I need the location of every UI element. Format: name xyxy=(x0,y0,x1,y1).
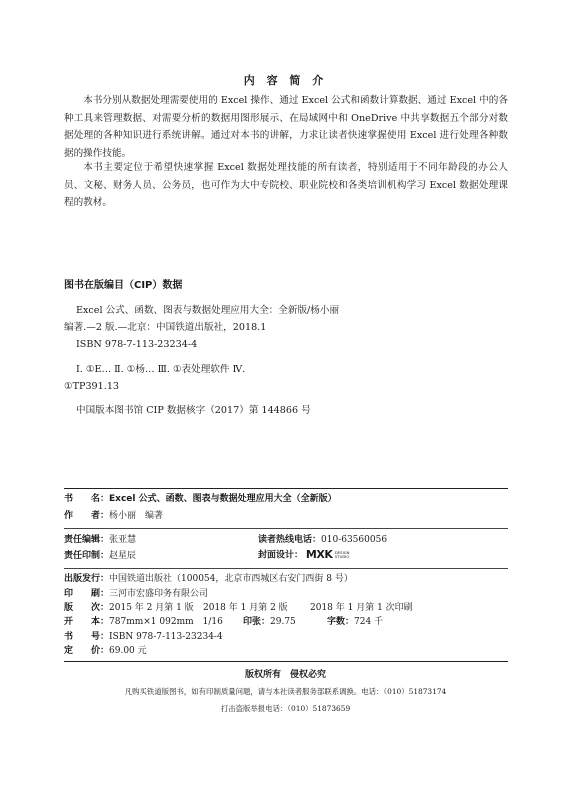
cip-heading: 图书在版编目（CIP）数据 xyxy=(64,280,183,291)
words-label: 字数： xyxy=(327,617,355,627)
logo-letters: MX xyxy=(305,548,325,561)
author-value: 杨小丽 编著 xyxy=(109,511,164,521)
hotline-value: 010-63560056 xyxy=(321,535,388,545)
words-row xyxy=(327,616,383,628)
printer-label: 印 刷： xyxy=(64,589,110,599)
cover-design-label: 封面设计： xyxy=(258,550,304,561)
author-label: 作 者： xyxy=(64,511,110,521)
piracy-hotline: 打击盗版举报电话：（010）51873659 xyxy=(220,704,351,713)
print-editor-label: 责任印制： xyxy=(64,551,110,561)
hotline-row xyxy=(258,534,387,546)
printer-value: 三河市宏盛印务有限公司 xyxy=(109,589,209,599)
logo-k-mark: K xyxy=(324,548,333,561)
service-notice: 凡购买铁道版图书，如有印制质量问题，请与本社读者服务部联系调换。电话：（010）51873174 xyxy=(124,687,447,696)
divider-top xyxy=(64,488,508,489)
sheets-row xyxy=(243,616,296,628)
sheets-value: 29.75 xyxy=(270,617,296,627)
edition-row xyxy=(64,602,194,614)
design-studio-logo xyxy=(306,549,350,561)
cip-line-3: ISBN 978-7-113-23234-4 xyxy=(76,339,198,350)
summary-paragraph-2: 本书主要定位于希望快速掌握 Excel 数据处理技能的所有读者，特别适用于不同年龄段的办公人员、文秘、财务人员、公务员，也可作为大中专院校、职业院校和各类培训机构学习 Excel 数据处理课程的教材。 xyxy=(64,162,508,208)
book-title-row xyxy=(64,493,337,505)
publisher-value: 中国铁道出版社（100054，北京市西城区右安门西街 8 号） xyxy=(109,574,353,584)
divider-editors xyxy=(64,528,508,529)
editor-row xyxy=(64,534,136,546)
print-editor-row xyxy=(64,550,136,562)
logo-subtext xyxy=(335,551,350,560)
logo-sub-studio: STUDIO xyxy=(334,554,350,559)
price-label: 定 价： xyxy=(64,646,110,656)
cip-line-1: Excel 公式、函数、图表与数据处理应用大全：全新版/杨小丽 xyxy=(76,305,340,316)
summary-paragraph-1: 本书分别从数据处理需要使用的 Excel 操作、通过 Excel 公式和函数计算数据、通过 Excel 中的各种工具来管理数据、对需要分析的数据用图形展示、在局域网中和 OneDrive 中共享数据五个部分对数据处理的各种知识进行系统讲解。通过对本书的讲解，力求让读者快速掌握使用 Excel 进行处理各种数据的操作技能。 xyxy=(64,95,508,159)
format-value: 787mm×1 092mm 1/16 xyxy=(109,617,223,627)
publisher-row xyxy=(64,573,353,585)
summary-title: 内 容 简 介 xyxy=(243,74,328,87)
format-label: 开 本： xyxy=(64,617,110,627)
edition-label: 版 次： xyxy=(64,603,110,613)
edition-value-2: 2018 年 1 月第 2 版 xyxy=(203,603,288,613)
isbn-label: 书 号： xyxy=(64,632,110,642)
price-row xyxy=(64,645,147,657)
logo-sub-design: DESIGN xyxy=(334,549,350,555)
price-value: 69.00 元 xyxy=(109,646,147,656)
edition-value-1: 2015 年 2 月第 1 版 xyxy=(109,603,194,613)
sheets-label: 印张： xyxy=(243,617,271,627)
book-title-label: 书 名： xyxy=(64,494,110,504)
isbn-row xyxy=(64,631,223,643)
hotline-label: 读者热线电话： xyxy=(258,535,322,545)
isbn-value: ISBN 978-7-113-23234-4 xyxy=(109,632,223,642)
editor-value: 张亚慧 xyxy=(109,535,137,545)
editor-label: 责任编辑： xyxy=(64,535,110,545)
rights-notice: 版权所有 侵权必究 xyxy=(244,670,326,680)
printer-row xyxy=(64,588,208,600)
divider-bottom xyxy=(64,661,508,662)
book-title-value: Excel 公式、函数、图表与数据处理应用大全（全新版） xyxy=(109,494,337,504)
cip-line-6: 中国版本图书馆 CIP 数据核字（2017）第 144866 号 xyxy=(76,405,311,416)
edition-value-3: 2018 年 1 月第 1 次印刷 xyxy=(310,603,413,613)
author-row xyxy=(64,510,163,522)
words-value: 724 千 xyxy=(354,617,384,627)
format-row xyxy=(64,616,223,628)
divider-publish xyxy=(64,568,508,569)
cover-design-row xyxy=(258,549,350,562)
cip-line-5: ①TP391.13 xyxy=(64,381,120,392)
cip-line-2: 编著.—2 版.—北京：中国铁道出版社，2018.1 xyxy=(64,322,267,333)
print-editor-value: 赵星辰 xyxy=(109,551,137,561)
publisher-label: 出版发行： xyxy=(64,574,110,584)
cip-line-4: Ⅰ. ①E… Ⅱ. ①杨… Ⅲ. ①表处理软件 Ⅳ. xyxy=(76,364,246,375)
